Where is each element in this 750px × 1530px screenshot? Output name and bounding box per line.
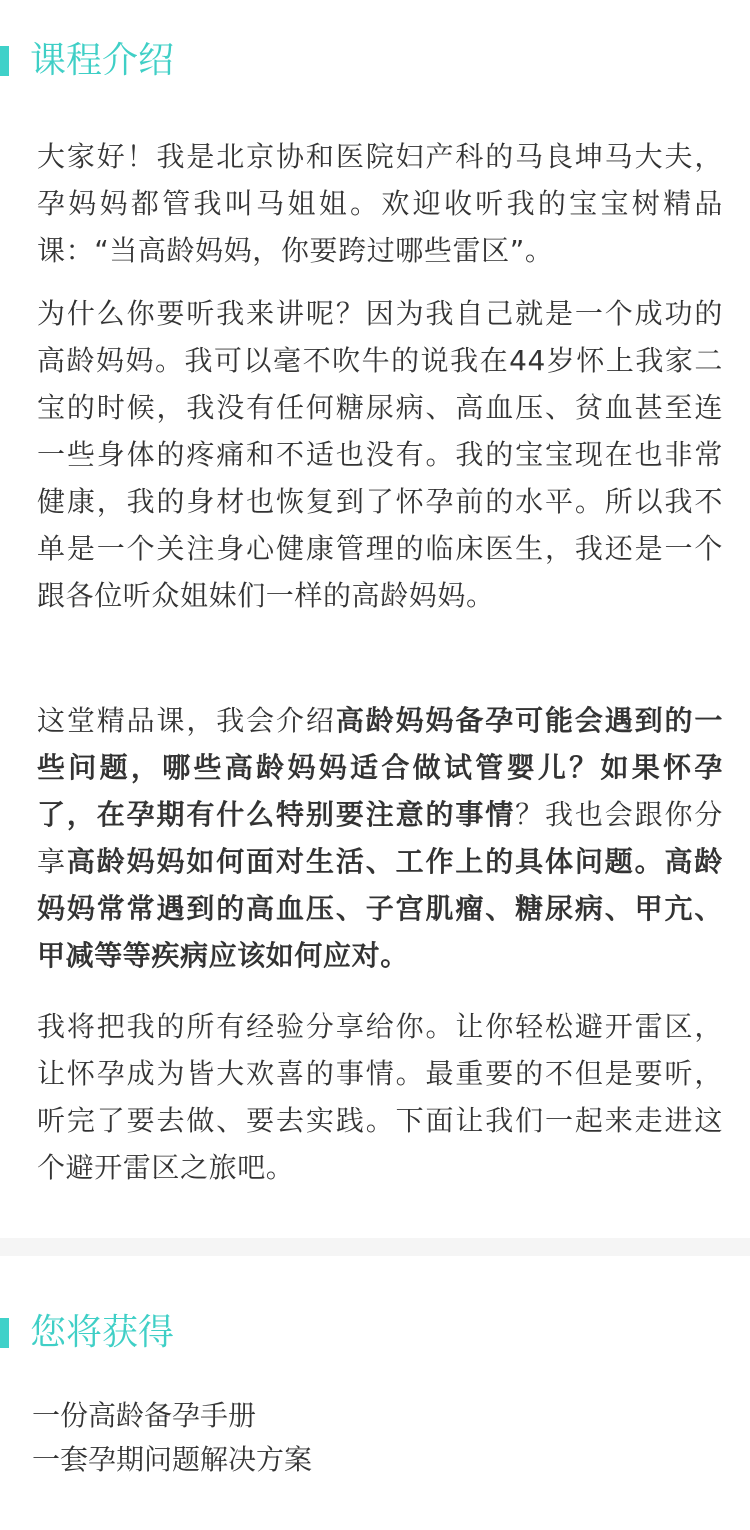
course-intro-title: 课程介绍 — [30, 40, 175, 81]
intro-paragraph-2: 为什么你要听我来讲呢？因为我自己就是一个成功的高龄妈妈。我可以毫不吹牛的说我在44岁怀上我家二宝的时候，我没有任何糖尿病、高血压、贫血甚至连一些身体的疼痛和不适也没有。我的宝宝现在也非常健康，我的身材也恢复到了怀孕前的水平。所以我不单是一个关注身心健康管理的临床医生，我还是一个跟各位听众姐妹们一样的高龄妈妈。 — [37, 297, 723, 612]
intro-paragraph-3-bold-2: 高龄妈妈如何面对生活、工作上的具体问题。高龄妈妈常常遇到的高血压、子宫肌瘤、糖尿病、甲亢、甲减等等疾病应该如何应对。 — [37, 845, 723, 972]
benefits-section — [0, 1310, 750, 1356]
title-accent-bar — [0, 46, 9, 76]
benefit-item-2: 一套孕期问题解决方案 — [32, 1443, 313, 1476]
course-intro-section — [0, 38, 750, 84]
section-divider — [0, 1238, 750, 1256]
intro-paragraph-4: 我将把我的所有经验分享给你。让你轻松避开雷区，让怀孕成为皆大欢喜的事情。最重要的不但是要听，听完了要去做、要去实践。下面让我们一起来走进这个避开雷区之旅吧。 — [37, 1010, 723, 1184]
course-intro-header — [0, 38, 750, 84]
intro-paragraph-3-text-1: 这堂精品课，我会介绍 — [37, 704, 336, 737]
intro-paragraph-3 — [37, 697, 723, 979]
intro-paragraph-3-bold-1: 高龄妈妈备孕可能会遇到的一些问题，哪些高龄妈妈适合做试管婴儿？如果怀孕了，在孕期有什么特别要注意的事情 — [37, 704, 723, 831]
benefits-title: 您将获得 — [30, 1312, 175, 1353]
title-accent-bar — [0, 1318, 9, 1348]
intro-paragraph-3-text-2: ？我也会跟你分享 — [37, 798, 723, 878]
benefit-item-1: 一份高龄备孕手册 — [32, 1399, 257, 1432]
benefits-header — [0, 1310, 750, 1356]
intro-paragraph-1: 大家好！我是北京协和医院妇产科的马良坤马大夫，孕妈妈都管我叫马姐姐。欢迎收听我的宝宝树精品课：“当高龄妈妈，你要跨过哪些雷区”。 — [37, 140, 723, 267]
